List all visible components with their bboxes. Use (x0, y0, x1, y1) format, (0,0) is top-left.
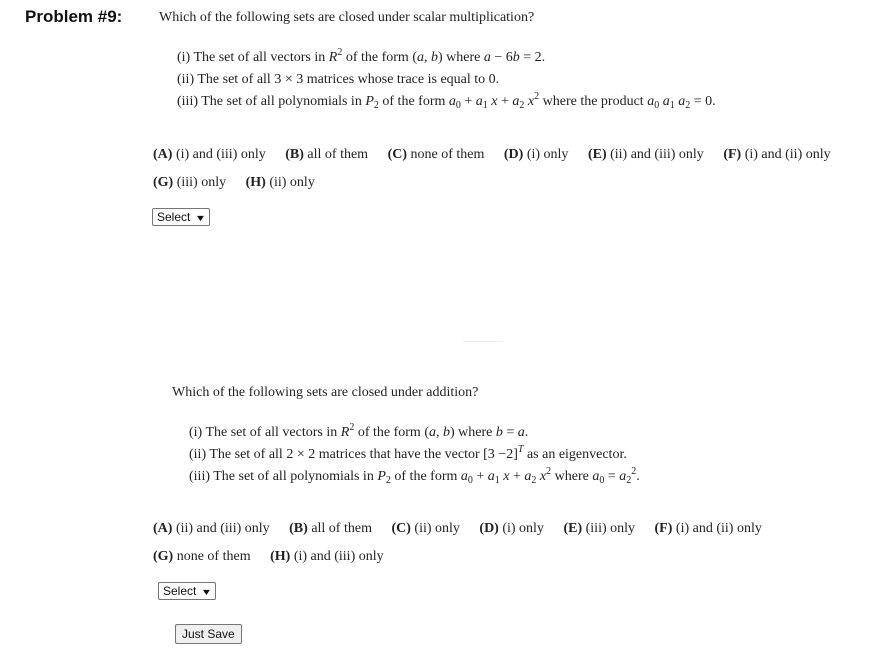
chevron-down-icon: ▼ (201, 587, 213, 597)
just-save-button[interactable]: Just Save (175, 624, 242, 644)
divider (463, 341, 503, 342)
q1-select-label: Select (157, 210, 191, 224)
problem-title: Problem #9: (25, 7, 123, 26)
q1-choices-row2: (G) (iii) only (H) (ii) only (153, 175, 315, 190)
q1-answer-select[interactable] (152, 208, 210, 226)
q2-item-i: (i) The set of all vectors in $R^2$ of the form (a, b) where b = a. (189, 422, 529, 440)
q1-choices-row1: (A) (i) and (iii) only (B) all of them (C) none of them (D) (i) only (E) (ii) and (iii) only (F) (i) and (ii) only (153, 147, 831, 162)
q1-item-i: (i) The set of all vectors in $R^2$ of the form (a, b) where a − 6b = 2. (177, 47, 546, 65)
q1-item-ii: (ii) The set of all 3 × 3 matrices whose trace is equal to 0. (177, 72, 500, 87)
q2-answer-select[interactable] (158, 582, 216, 600)
q2-choices-row1: (A) (ii) and (iii) only (B) all of them (C) (ii) only (D) (i) only (E) (iii) only (F) (i) and (ii) only (153, 521, 762, 536)
question-1: Which of the following sets are closed under scalar multiplication? (159, 10, 535, 25)
chevron-down-icon: ▼ (195, 213, 207, 223)
q2-select-label: Select (163, 584, 197, 598)
q2-item-ii: (ii) The set of all 2 × 2 matrices that have the vector $[3 -2]^T$ as an eigenvector. (189, 444, 627, 462)
q1-item-iii: (iii) The set of all polynomials in $P_2$ of the form $a_0 + a_1$ $x + a_2$ $x^2$ where the product $a_0$ $a_1$ $a_2 = 0$. (177, 91, 716, 111)
question-2: Which of the following sets are closed under addition? (172, 385, 479, 400)
q2-item-iii: (iii) The set of all polynomials in $P_2$ of the form $a_0 + a_1$ $x + a_2$ $x^2$ where $a_0 = a_2^2$. (189, 466, 640, 486)
q2-choices-row2: (G) none of them (H) (i) and (iii) only (153, 549, 384, 564)
